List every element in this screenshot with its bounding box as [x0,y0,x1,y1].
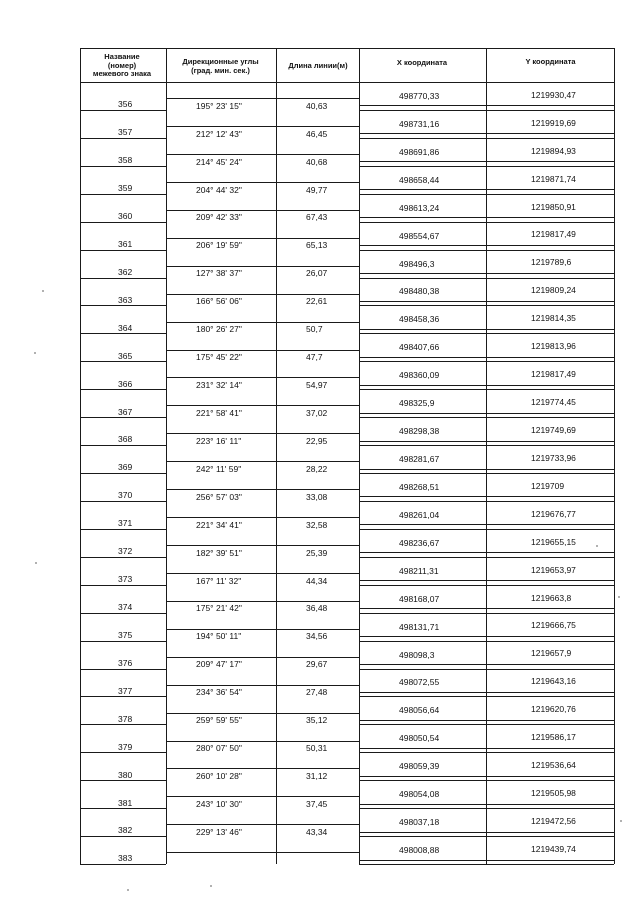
row-line [359,496,614,497]
direction-angle: 229° 13' 46" [196,827,242,837]
header-y: Y координата [525,57,576,66]
row-line [359,250,614,251]
point-name: 377 [118,686,133,696]
direction-angle: 204° 44' 32" [196,185,242,195]
point-name: 362 [118,267,133,277]
row-line [80,166,166,167]
direction-angle: 243° 10' 30" [196,799,242,809]
point-name: 373 [118,574,133,584]
row-line [359,189,614,190]
direction-angle: 175° 45' 22" [196,352,242,362]
direction-angle: 214° 45' 24" [196,157,242,167]
direction-angle: 167° 11' 32" [196,576,242,586]
point-name: 367 [118,407,133,417]
row-line [80,613,166,614]
row-line [166,238,359,239]
x-coordinate: 498325,9 [399,398,435,408]
row-line [359,133,614,134]
row-line [359,105,614,106]
row-line [80,529,166,530]
y-coordinate: 1219505,98 [531,788,576,798]
line-length: 22,95 [306,436,328,446]
point-name: 378 [118,714,133,724]
point-name: 375 [118,630,133,640]
table-border-right [614,48,615,864]
x-coordinate: 498261,04 [399,510,440,520]
direction-angle: 223° 16' 11" [196,436,242,446]
line-length: 46,45 [306,129,328,139]
row-line [359,641,614,642]
y-coordinate: 1219666,75 [531,620,576,630]
row-line [359,836,614,837]
row-line [359,752,614,753]
direction-angle: 209° 47' 17" [196,659,242,669]
line-length: 36,48 [306,603,328,613]
row-line [359,110,614,111]
row-line [359,669,614,670]
row-line [80,194,166,195]
x-coordinate: 498770,33 [399,91,440,101]
row-line [166,126,359,127]
y-coordinate: 1219439,74 [531,844,576,854]
line-length: 43,34 [306,827,328,837]
scan-speck [42,290,44,292]
direction-angle: 259° 59' 55" [196,715,242,725]
scan-speck [210,885,212,887]
y-coordinate: 1219894,93 [531,146,576,156]
x-coordinate: 498268,51 [399,482,440,492]
row-line [166,657,359,658]
point-name: 365 [118,351,133,361]
line-length: 32,58 [306,520,328,530]
row-line [80,557,166,558]
row-line [359,473,614,474]
point-name: 369 [118,462,133,472]
direction-angle: 221° 34' 41" [196,520,242,530]
point-name: 357 [118,127,133,137]
row-line [359,278,614,279]
direction-angle: 180° 26' 27" [196,324,242,334]
row-line [80,836,166,837]
row-line [359,166,614,167]
row-line [80,389,166,390]
y-coordinate: 1219709 [531,481,565,491]
row-line [166,350,359,351]
point-name: 364 [118,323,133,333]
x-coordinate: 498613,24 [399,203,440,213]
row-line [359,580,614,581]
line-length: 33,08 [306,492,328,502]
row-line [359,222,614,223]
scan-speck [127,889,129,891]
point-name: 374 [118,602,133,612]
row-line [166,405,359,406]
row-line [166,433,359,434]
row-line [80,250,166,251]
direction-angle: 195° 23' 15" [196,101,242,111]
row-line [80,110,166,111]
x-coordinate: 498360,09 [399,370,440,380]
line-length: 28,22 [306,464,328,474]
line-length: 44,34 [306,576,328,586]
x-coordinate: 498731,16 [399,119,440,129]
row-line [359,469,614,470]
x-coordinate: 498236,67 [399,538,440,548]
row-line [166,573,359,574]
y-coordinate: 1219657,9 [531,648,572,658]
y-coordinate: 1219919,69 [531,118,576,128]
point-name: 358 [118,155,133,165]
table-border-top [80,48,614,49]
y-coordinate: 1219871,74 [531,174,576,184]
row-line [359,273,614,274]
header-x: X координата [396,58,448,67]
line-length: 49,77 [306,185,328,195]
row-line [359,245,614,246]
scan-speck [596,545,598,547]
line-length: 54,97 [306,380,328,390]
x-coordinate: 498496,3 [399,259,435,269]
line-length: 29,67 [306,659,328,669]
direction-angle: 127° 38' 37" [196,268,242,278]
row-line [359,557,614,558]
direction-angle: 242° 11' 59" [196,464,242,474]
direction-angle: 260° 10' 28" [196,771,242,781]
row-line [359,636,614,637]
y-coordinate: 1219655,15 [531,537,576,547]
row-line [166,768,359,769]
row-line [359,389,614,390]
row-line [166,182,359,183]
line-length: 27,48 [306,687,328,697]
x-coordinate: 498050,54 [399,733,440,743]
point-name: 363 [118,295,133,305]
y-coordinate: 1219733,96 [531,453,576,463]
row-line [80,417,166,418]
row-line [359,832,614,833]
header-divider [80,82,614,83]
row-line [359,329,614,330]
y-coordinate: 1219814,35 [531,313,576,323]
row-line [166,154,359,155]
line-length: 50,31 [306,743,328,753]
row-line [166,685,359,686]
y-coordinate: 1219813,96 [531,341,576,351]
x-coordinate: 498098,3 [399,650,435,660]
y-coordinate: 1219817,49 [531,229,576,239]
y-coordinate: 1219789,6 [531,257,572,267]
direction-angle: 221° 58' 41" [196,408,242,418]
line-length: 35,12 [306,715,328,725]
point-name: 382 [118,825,133,835]
direction-angle: 234° 36' 54" [196,687,242,697]
x-coordinate: 498281,67 [399,454,440,464]
row-line [166,741,359,742]
line-length: 50,7 [306,324,323,334]
header-name-line: Название [104,52,140,61]
point-name: 360 [118,211,133,221]
y-coordinate: 1219620,76 [531,704,576,714]
x-coordinate: 498037,18 [399,817,440,827]
line-length: 40,68 [306,157,328,167]
row-line [359,748,614,749]
row-line [359,361,614,362]
direction-angle: 256° 57' 03" [196,492,242,502]
x-coordinate: 498168,07 [399,594,440,604]
row-line [80,696,166,697]
x-coordinate: 498298,38 [399,426,440,436]
point-name: 379 [118,742,133,752]
row-line [80,305,166,306]
x-coordinate: 498211,31 [399,566,439,576]
column-divider [359,48,360,864]
direction-angle: 166° 56' 06" [196,296,242,306]
row-line [80,473,166,474]
row-line [359,413,614,414]
x-coordinate: 498008,88 [399,845,440,855]
row-line [80,724,166,725]
row-line [359,445,614,446]
direction-angle: 182° 39' 51" [196,548,242,558]
row-line [359,524,614,525]
row-line [359,357,614,358]
scan-speck [34,352,36,354]
row-line [80,278,166,279]
line-length: 67,43 [306,212,328,222]
row-line [359,696,614,697]
row-line [166,377,359,378]
point-name: 372 [118,546,133,556]
y-coordinate: 1219663,8 [531,593,572,603]
row-line [166,824,359,825]
row-line [359,804,614,805]
row-line [166,629,359,630]
header-length: Длина линии(м) [288,61,348,70]
row-line [80,445,166,446]
row-line [359,724,614,725]
y-coordinate: 1219817,49 [531,369,576,379]
row-line [359,501,614,502]
row-line [166,322,359,323]
row-line [359,385,614,386]
row-line [80,585,166,586]
row-line [359,780,614,781]
direction-angle: 175° 21' 42" [196,603,242,613]
y-coordinate: 1219536,64 [531,760,576,770]
point-name: 380 [118,770,133,780]
point-name: 356 [118,99,133,109]
y-coordinate: 1219749,69 [531,425,576,435]
row-line [80,808,166,809]
direction-angle: 206° 19' 59" [196,240,242,250]
y-coordinate: 1219643,16 [531,676,576,686]
x-coordinate: 498131,71 [399,622,440,632]
row-line [359,441,614,442]
row-line [80,864,166,865]
direction-angle: 212° 12' 43" [196,129,242,139]
point-name: 376 [118,658,133,668]
point-name: 383 [118,853,133,863]
line-length: 37,45 [306,799,328,809]
column-divider [486,48,487,864]
row-line [359,608,614,609]
line-length: 37,02 [306,408,328,418]
row-line [166,294,359,295]
row-line [359,301,614,302]
header-angle-line: Дирекционные углы [182,57,259,66]
row-line [80,780,166,781]
x-coordinate: 498072,55 [399,677,440,687]
x-coordinate: 498056,64 [399,705,440,715]
header-name [83,53,161,79]
point-name: 370 [118,490,133,500]
direction-angle: 280° 07' 50" [196,743,242,753]
line-length: 34,56 [306,631,328,641]
table-border-left [80,48,81,864]
scan-speck [620,820,622,822]
y-coordinate: 1219586,17 [531,732,576,742]
row-line [359,692,614,693]
row-line [80,752,166,753]
row-line [359,864,614,865]
row-line [359,333,614,334]
row-line [359,776,614,777]
row-line [359,664,614,665]
row-line [359,720,614,721]
row-line [166,98,359,99]
point-name: 366 [118,379,133,389]
x-coordinate: 498054,08 [399,789,440,799]
y-coordinate: 1219472,56 [531,816,576,826]
row-line [166,545,359,546]
x-coordinate: 498554,67 [399,231,440,241]
row-line [359,417,614,418]
x-coordinate: 498691,86 [399,147,440,157]
row-line [166,796,359,797]
row-line [166,852,359,853]
point-name: 359 [118,183,133,193]
row-line [359,613,614,614]
x-coordinate: 498458,36 [399,314,440,324]
row-line [166,489,359,490]
row-line [359,552,614,553]
y-coordinate: 1219774,45 [531,397,576,407]
direction-angle: 194° 50' 11" [196,631,242,641]
x-coordinate: 498407,66 [399,342,440,352]
line-length: 25,39 [306,548,328,558]
row-line [359,161,614,162]
row-line [359,138,614,139]
row-line [359,585,614,586]
point-name: 361 [118,239,133,249]
point-name: 371 [118,518,133,528]
line-length: 40,63 [306,101,328,111]
x-coordinate: 498658,44 [399,175,440,185]
line-length: 65,13 [306,240,328,250]
line-length: 26,07 [306,268,328,278]
row-line [80,501,166,502]
y-coordinate: 1219850,91 [531,202,576,212]
row-line [359,217,614,218]
header-name-line: (номер) [107,60,137,70]
row-line [359,808,614,809]
row-line [80,333,166,334]
header-angle-line: (град. мин. сек.) [191,65,250,75]
row-line [80,669,166,670]
direction-angle: 231° 32' 14" [196,380,242,390]
y-coordinate: 1219930,47 [531,90,576,100]
row-line [166,517,359,518]
x-coordinate: 498480,38 [399,286,440,296]
x-coordinate: 498059,39 [399,761,440,771]
header-name-line: межевого знака [92,69,152,78]
line-length: 47,7 [306,352,323,362]
row-line [80,641,166,642]
y-coordinate: 1219653,97 [531,565,576,575]
row-line [166,461,359,462]
row-line [166,713,359,714]
row-line [166,601,359,602]
scan-speck [35,562,37,564]
header-angle [168,58,273,75]
scan-speck [618,596,620,598]
direction-angle: 209° 42' 33" [196,212,242,222]
row-line [166,210,359,211]
row-line [80,222,166,223]
row-line [359,529,614,530]
row-line [359,860,614,861]
row-line [166,266,359,267]
point-name: 381 [118,798,133,808]
line-length: 22,61 [306,296,328,306]
y-coordinate: 1219809,24 [531,285,576,295]
row-line [359,194,614,195]
row-line [80,138,166,139]
row-line [359,305,614,306]
line-length: 31,12 [306,771,328,781]
point-name: 368 [118,434,133,444]
y-coordinate: 1219676,77 [531,509,576,519]
row-line [80,361,166,362]
